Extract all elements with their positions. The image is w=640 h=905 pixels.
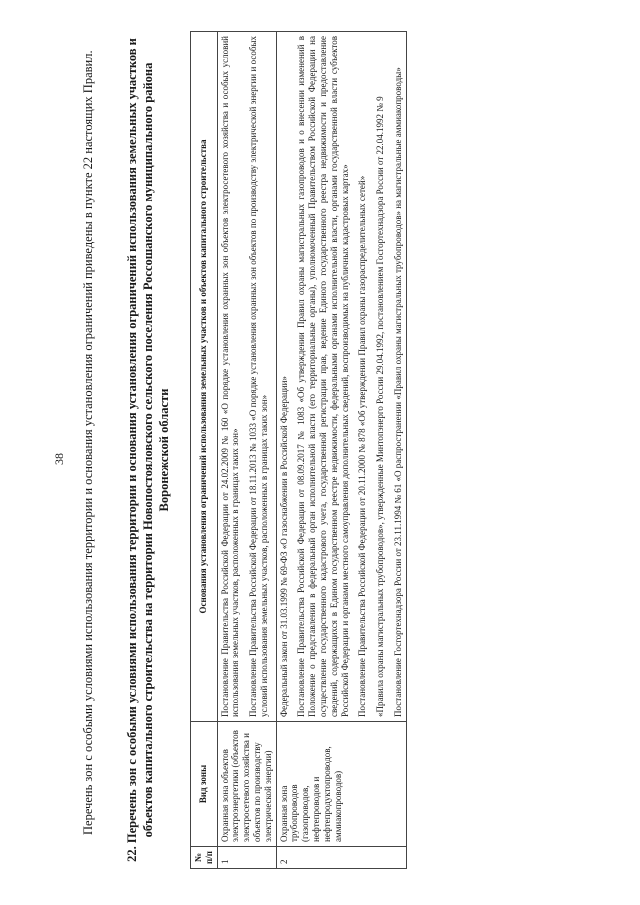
- row-num: 2: [276, 847, 406, 869]
- basis-paragraph: Постановление Правительства Российской Федерации от 18.11.2013 № 1033 «О порядке установления охранных зон объектов по производству электрической энергии и особых условий использования земельных участков, расположенных в границах таких зон»: [248, 36, 269, 717]
- row-basis: [276, 32, 406, 722]
- row-zone: Охранная зона трубопроводов (газопроводов, нефтепроводов и нефтепродуктопроводов, аммиакопроводов): [276, 722, 406, 847]
- basis-paragraph: Постановление Правительства Российской Федерации от 08.09.2017 № 1083 «Об утверждении Правил охраны магистральных газопроводов и о внесении изменений в Положение о представлении в федеральный орган исполнительной власти (его территориальные органы), уполномоченный Правительством Российской Федерации на осуществление государственного кадастрового учета, государственной регистрации прав, ведение Единого государственного реестра недвижимости и предоставление сведений, содержащихся в Едином государственном реестре недвижимости, федеральными органами исполнительной власти, органами государственной власти субъектов Российской Федерации и органами местного самоуправления дополнительных сведений, воспроизводимых на публичных кадастровых картах»: [296, 36, 350, 717]
- row-zone: Охранная зона объектов электроэнергетики (объектов электросетевого хозяйства и объектов по производству электрической энергии): [217, 722, 276, 847]
- row-num: 1: [217, 847, 276, 869]
- page-number: 38: [52, 453, 66, 465]
- intro-paragraph: Перечень зон с особыми условиями использования территории и основания установления ограничений приведены в пункте 22 настоящих Правил.: [81, 50, 95, 835]
- zones-table: [190, 31, 407, 869]
- basis-paragraph: Постановление Госгортехнадзора России от 23.11.1994 № 61 «О распространении «Правил охраны магистральных трубопроводов» на магистральные аммиакопроводы»: [392, 67, 403, 717]
- table-row: [217, 32, 276, 869]
- basis-paragraph: Федеральный закон от 31.03.1999 № 69-ФЗ «О газоснабжении в Российской Федерации»: [278, 376, 289, 717]
- basis-paragraph: Постановление Правительства Российской Федерации от 24.02.2009 № 160 «О порядке установления охранных зон объектов электросетевого хозяйства и особых условий использования земельных участков, расположенных в границах таких зон»: [219, 36, 241, 717]
- basis-paragraph: Постановление Правительства Российской Федерации от 20.11.2000 № 878 «Об утверждении Правил охраны газораспределительных сетей»: [357, 175, 368, 717]
- section-heading: 22. Перечень зон с особыми условиями использования территории и основания установления ограничений использования земельных участков и объектов капитального строительства на территории Новопостояловского сельского поселения Россошанского муниципального района Воронежской области: [125, 38, 171, 862]
- header-basis: Основания установления ограничений использования земельных участков и объектов капитального строительства: [191, 32, 218, 722]
- table-header-row: [191, 32, 218, 869]
- basis-paragraph: «Правила охраны магистральных трубопроводов», утвержденные Минтопэнерго России 29.04.1992, постановлением Госгортехнадзора России от 22.04.1992 № 9: [375, 96, 386, 717]
- header-zone: Вид зоны: [191, 722, 218, 847]
- table-row: [276, 32, 406, 869]
- header-num: № п/п: [191, 847, 218, 869]
- row-basis: [217, 32, 276, 722]
